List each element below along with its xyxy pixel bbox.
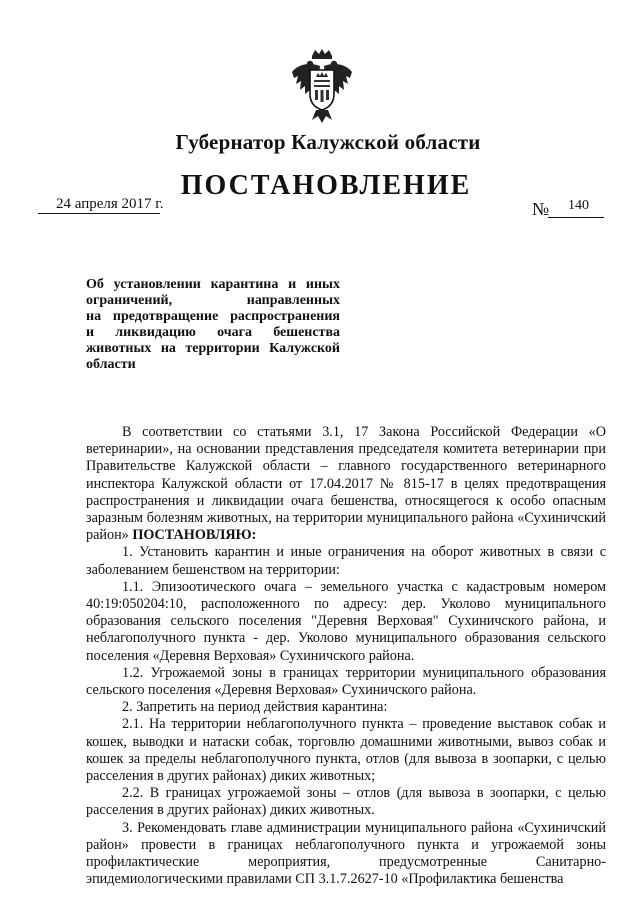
document-date: 24 апреля 2017 г. (56, 196, 164, 212)
body-paragraph: 1.2. Угрожаемой зоны в границах территории муниципального образования сельского поселения «Деревня Верховая» Сухиничского района. (86, 664, 606, 699)
preamble-text: В соответствии со статьями 3.1, 17 Закона Российской Федерации «О ветеринарии», на основании представления председателя комитета ветеринарии при Правительстве Калужской области – главного государственного ветеринарного инспектора Калужской области от 17.04.2017 № 815-17 в целях предотвращения распространения и ликвидации очага бешенства, относящегося к особо опасным заразным болезням животных, на территории муниципального района «Сухиничский район» (86, 424, 606, 544)
document-number: 140 (568, 198, 589, 213)
document-type-text: ПОСТАНОВЛЕНИЕ (180, 170, 472, 201)
issuing-authority (0, 130, 640, 155)
body-paragraph: 2. Запретить на период действия карантина: (122, 699, 388, 716)
subject-line: на предотвращение распространения (86, 309, 340, 324)
subject-line: области (86, 357, 136, 372)
coat-of-arms-icon (290, 48, 354, 124)
subject-line: и ликвидацию очага бешенства (86, 325, 340, 340)
body-paragraph: 3. Рекомендовать главе администрации муниципального района «Сухиничский район» провести в границах неблагополучного пункта и угрожаемой зоны профилактические мероприятия, предусмотренные Санитарно-эпидемиологическими правилами СП 3.1.7.2627-10 «Профилактика бешенства (86, 819, 606, 888)
date-underline (38, 213, 160, 214)
subject-line: животных на территории Калужской (86, 341, 340, 356)
preamble-paragraph (86, 424, 606, 544)
body-paragraph: 2.2. В границах угрожаемой зоны – отлов (для вывоза в зоопарки, с целью расселения в других районах) диких животных. (86, 785, 606, 819)
authority-text: Губернатор Калужской области (175, 130, 481, 154)
body-paragraph: 1.1. Эпизоотического очага – земельного участка с кадастровым номером 40:19:050204:10, расположенного по адресу: дер. Уколово муниципального образования сельского поселения "Деревня Верховая" Сухиничского района, и неблагополучного пункта - дер. Уколово муниципального образования сельского поселения «Деревня Верховая» Сухиничского района. (86, 578, 606, 664)
body-paragraph: 2.1. На территории неблагополучного пункта – проведение выставок собак и кошек, выводки и натаски собак, торговлю домашними животными, вывоз собак и кошек за пределы неблагополучного пункта, отлов (для вывоза в зоопарки, с целью расселения в других районах) диких животных; (86, 716, 606, 785)
number-sign: № (532, 199, 550, 219)
decree-word: ПОСТАНОВЛЯЮ: (132, 527, 257, 544)
subject-line: ограничений, направленных (86, 293, 340, 308)
subject-line: Об установлении карантина и иных (86, 277, 340, 292)
document-body (86, 424, 606, 888)
number-underline (548, 217, 604, 218)
document-subject (86, 277, 340, 373)
body-paragraph: 1. Установить карантин и иные ограничения на оборот животных в связи с заболеванием бешенством на территории: (86, 544, 606, 578)
